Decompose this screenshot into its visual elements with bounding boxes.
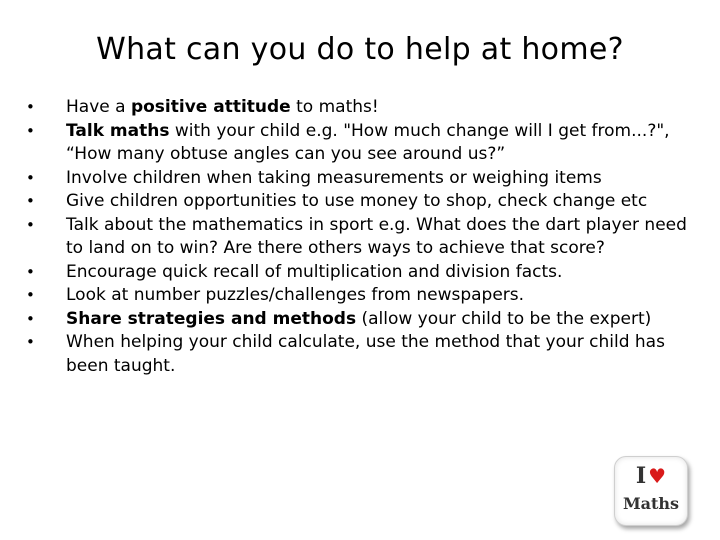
bullet-item [26, 214, 706, 261]
i-love-maths-logo [614, 456, 688, 526]
bullet-item [26, 331, 706, 378]
bullet-bold-text: Share strategies and methods [66, 308, 357, 329]
bullet-text: with your child e.g. "How much change will I get from...?", “How many obtuse angles can you see around us?” [66, 120, 670, 164]
bullet-item [26, 190, 706, 214]
bullet-bold-text: positive attitude [130, 97, 291, 117]
logo-line1 [615, 463, 687, 489]
slide-title: What can you do to help at home? [96, 32, 624, 67]
bullet-text: (allow your child to be the expert) [356, 308, 652, 329]
bullet-item [26, 120, 706, 167]
logo-letter: I [635, 463, 647, 489]
bullet-text: Involve children when taking measurements or weighing items [66, 167, 602, 188]
bullet-text: to maths! [290, 97, 379, 117]
bullet-text: Look at number puzzles/challenges from newspapers. [66, 285, 525, 305]
bullet-bold-text: Talk maths [66, 120, 170, 141]
bullet-text: Encourage quick recall of multiplication and division facts. [66, 261, 563, 282]
heart-icon: ♥ [648, 464, 667, 488]
logo-line2: Maths [622, 494, 680, 513]
bullet-item [26, 308, 706, 332]
bullet-list [26, 96, 706, 378]
bullet-text: When helping your child calculate, use the method that your child has been taught. [66, 332, 665, 376]
bullet-text: Have a [66, 97, 131, 117]
bullet-item [26, 284, 706, 308]
bullet-text: Give children opportunities to use money to shop, check change etc [66, 191, 648, 211]
bullet-item [26, 167, 706, 191]
bullet-item [26, 261, 706, 285]
bullet-text: Talk about the mathematics in sport e.g. What does the dart player need to land on to win? Are there others ways to achieve that score? [66, 214, 687, 258]
bullet-item [26, 96, 706, 120]
